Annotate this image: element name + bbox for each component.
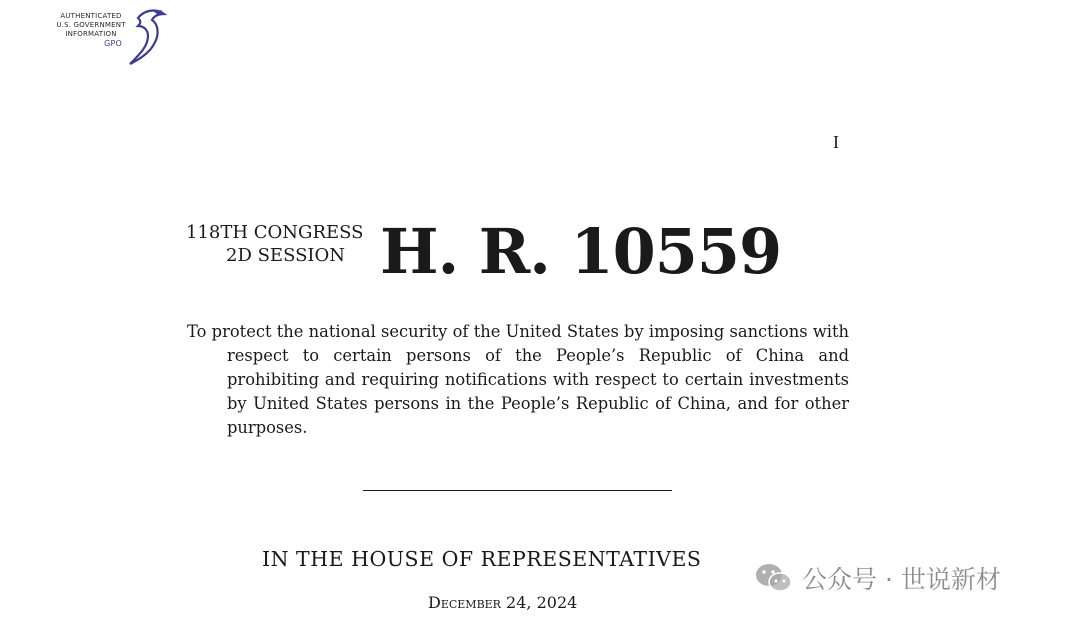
divider-rule (363, 490, 672, 491)
bill-number-title: H. R. 10559 (380, 215, 782, 288)
wechat-watermark (754, 560, 1001, 596)
congress-number: 118TH CONGRESS (186, 222, 364, 243)
congress-session-block (186, 221, 376, 267)
gpo-seal-line: INFORMATION (65, 30, 117, 38)
chamber-heading: IN THE HOUSE OF REPRESENTATIVES (262, 547, 702, 571)
gpo-seal-line: U.S. GOVERNMENT (56, 21, 126, 29)
gpo-abbr: GPO (104, 39, 122, 48)
introduction-date: December 24, 2024 (428, 593, 578, 612)
gpo-authentication-seal (44, 6, 170, 66)
eagle-icon (124, 8, 168, 66)
wechat-icon (754, 561, 794, 595)
watermark-text: 公众号 · 世说新材 (802, 565, 1001, 594)
bill-version-numeral: I (833, 132, 839, 152)
gpo-seal-line: AUTHENTICATED (60, 12, 122, 20)
session-number: 2D SESSION (226, 245, 346, 266)
bill-purpose-text: To protect the national security of the United States by imposing sanctions with respect to certain persons of the People’s Republic of China and prohibiting and requiring notifications with respect to certain investments by United States persons in the People’s Republic of China, and for other purposes. (187, 322, 849, 437)
gpo-seal-text (50, 12, 132, 48)
